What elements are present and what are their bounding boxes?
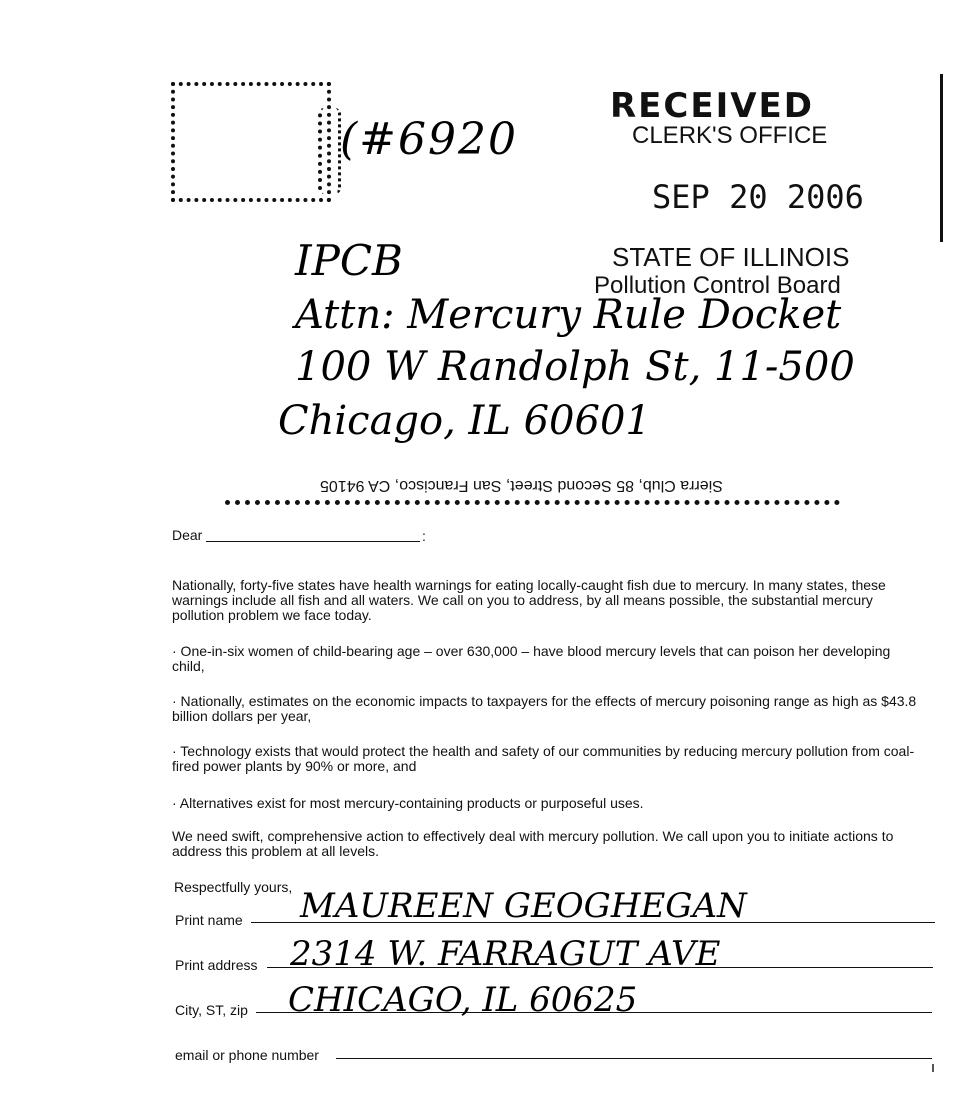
stamp-mark <box>318 108 341 194</box>
salutation: Dear <box>172 527 203 543</box>
letter-paragraph: We need swift, comprehensive action to effectively deal with mercury pollution. We call upon you to initiate actions to address this problem at all levels. <box>172 828 894 859</box>
print-name-label: Print name <box>175 912 243 928</box>
salutation-colon: : <box>422 528 426 544</box>
handwritten-address-line: Chicago, IL 60601 <box>278 398 651 444</box>
print-name-value: MAUREEN GEOGHEGAN <box>300 886 747 926</box>
letter-paragraph: Nationally, forty-five states have health warnings for eating locally-caught fish due to mercury. In many states, these warnings include all fish and all waters. We call on you to address, by all means possible, the substantial mercury pollution problem we face today. <box>172 577 886 623</box>
handwritten-address-line: Attn: Mercury Rule Docket <box>295 292 842 338</box>
city-state-zip-label: City, ST, zip <box>175 1002 248 1018</box>
email-phone-line[interactable] <box>336 1058 932 1059</box>
received-stamp-board: Pollution Control Board <box>594 272 841 299</box>
print-address-value: 2314 W. FARRAGUT AVE <box>290 934 721 974</box>
received-stamp-office: CLERK'S OFFICE <box>632 122 828 149</box>
perforation-divider <box>225 500 840 505</box>
handwritten-case-number: (#6920 <box>340 114 519 165</box>
received-stamp-title: RECEIVED <box>610 86 814 126</box>
stamp-box <box>171 82 331 202</box>
letter-closing: Respectfully yours, <box>174 879 293 895</box>
return-address: Sierra Club, 85 Second Street, San Francisco, CA 94105 <box>320 477 723 494</box>
email-phone-label: email or phone number <box>175 1047 319 1063</box>
letter-bullet: · Technology exists that would protect the health and safety of our communities by reducing mercury pollution from coal-fired power plants by 90% or more, and <box>172 743 915 774</box>
scan-mark <box>932 1064 934 1072</box>
handwritten-address-line: 100 W Randolph St, 11-500 <box>295 344 855 390</box>
scan-edge-line <box>940 74 943 242</box>
print-address-label: Print address <box>175 957 258 973</box>
letter-bullet: · Nationally, estimates on the economic impacts to taxpayers for the effects of mercury poisoning range as high as $43.8 billion dollars per year, <box>172 693 917 724</box>
letter-bullet: · Alternatives exist for most mercury-containing products or purposeful uses. <box>172 795 644 811</box>
letter-bullet: · One-in-six women of child-bearing age – over 630,000 – have blood mercury levels that can poison her developing child, <box>172 643 891 674</box>
salutation-blank-line <box>206 541 420 542</box>
handwritten-address-line: IPCB <box>295 236 403 285</box>
received-stamp-date: SEP 20 2006 <box>652 178 864 216</box>
received-stamp-state: STATE OF ILLINOIS <box>612 242 850 272</box>
city-state-zip-value: CHICAGO, IL 60625 <box>288 980 638 1020</box>
